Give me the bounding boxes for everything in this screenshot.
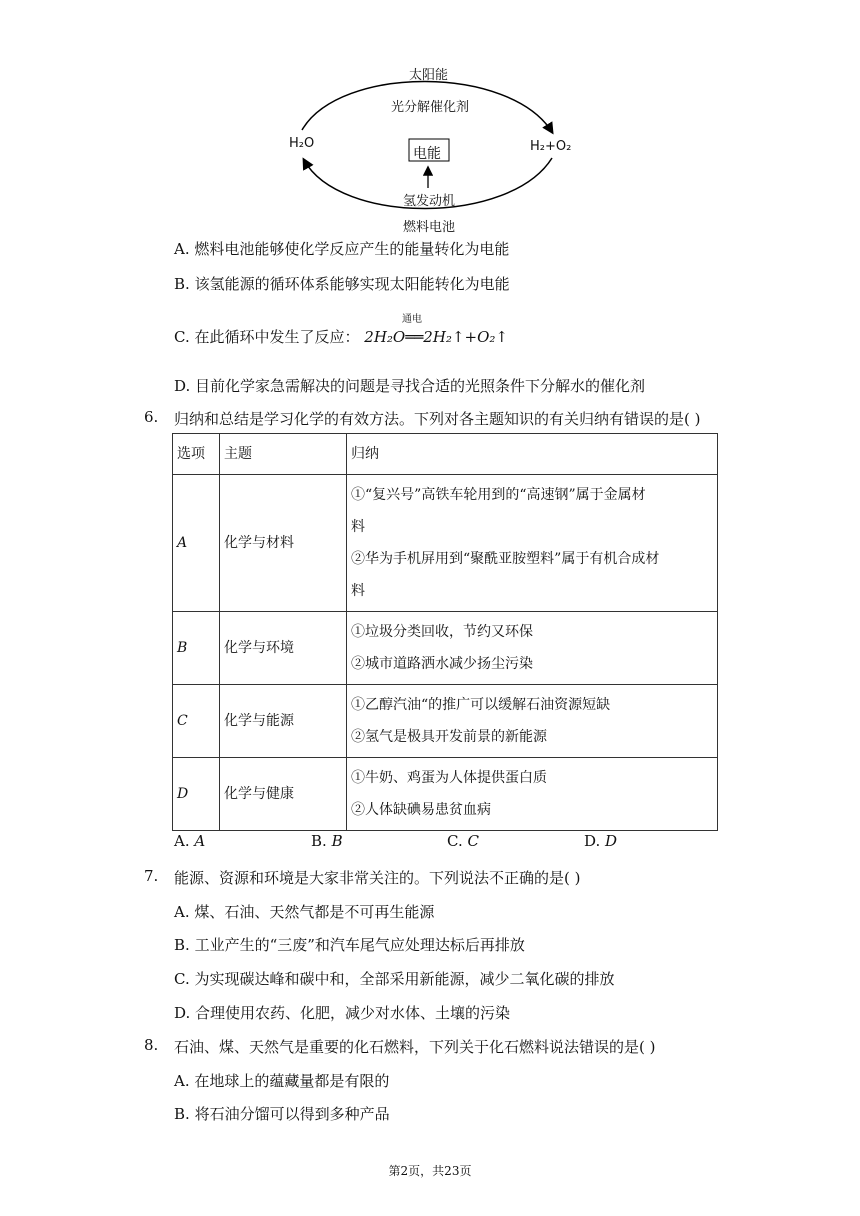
table-row — [173, 758, 718, 831]
q6-number: 6. — [144, 408, 159, 426]
header-cell: 主题 — [220, 434, 347, 475]
q7-option-d: D. 合理使用农药、化肥，减少对水体、土壤的污染 — [174, 1004, 511, 1022]
q7-number: 7. — [144, 867, 159, 885]
option-cell: B — [173, 612, 220, 685]
q7-option-a: A. 煤、石油、天然气都是不可再生能源 — [174, 903, 435, 921]
q6-answer-a: A. A — [174, 832, 206, 850]
option-cell: C — [173, 685, 220, 758]
q5-option-c: C. 在此循环中发生了反应： 2H₂O══2H₂↑+O₂↑ — [174, 328, 508, 346]
header-cell: 归纳 — [347, 434, 718, 475]
q8-number: 8. — [144, 1036, 159, 1054]
q5-option-b: B. 该氢能源的循环体系能够实现太阳能转化为电能 — [174, 275, 510, 293]
topic-cell: 化学与健康 — [220, 758, 347, 831]
header-cell: 选项 — [173, 434, 220, 475]
q7-option-c: C. 为实现碳达峰和碳中和，全部采用新能源，减少二氧化碳的排放 — [174, 970, 615, 988]
topic-cell: 化学与材料 — [220, 475, 347, 612]
q8-option-a: A. 在地球上的蕴藏量都是有限的 — [174, 1072, 390, 1090]
q8-text: 石油、煤、天然气是重要的化石燃料，下列关于化石燃料说法错误的是( ) — [174, 1038, 656, 1056]
page-footer: 第2页，共23页 — [388, 1164, 472, 1178]
table-row — [173, 612, 718, 685]
topic-cell: 化学与环境 — [220, 612, 347, 685]
summary-cell: ①乙醇汽油“的推广可以缓解石油资源短缺 ②氢气是极具开发前景的新能源 — [347, 685, 718, 758]
q6-text: 归纳和总结是学习化学的有效方法。下列对各主题知识的有关归纳有错误的是( ) — [174, 410, 701, 428]
q7-text: 能源、资源和环境是大家非常关注的。下列说法不正确的是( ) — [174, 869, 581, 887]
fuel-cell-label: 燃料电池 — [403, 220, 456, 235]
summary-table — [172, 433, 718, 831]
summary-cell: ①牛奶、鸡蛋为人体提供蛋白质 ②人体缺碘易患贫血病 — [347, 758, 718, 831]
catalyst-label: 光分解催化剂 — [391, 100, 470, 115]
q6-answer-b: B. B — [311, 832, 343, 850]
option-cell: A — [173, 475, 220, 612]
table-row — [173, 685, 718, 758]
engine-label: 氢发动机 — [403, 194, 456, 209]
summary-cell: ①“复兴号”高铁车轮用到的“高速钢”属于金属材 料 ②华为手机屏用到“聚酰亚胺塑料”属于有机合成材 料 — [347, 475, 718, 612]
q5-option-a: A. 燃料电池能够使化学反应产生的能量转化为电能 — [174, 240, 510, 258]
reaction-condition: 通电 — [402, 314, 422, 325]
summary-cell: ①垃圾分类回收，节约又环保 ②城市道路洒水减少扬尘污染 — [347, 612, 718, 685]
table-row — [173, 475, 718, 612]
q7-option-b: B. 工业产生的“三废”和汽车尾气应处理达标后再排放 — [174, 936, 525, 954]
electric-energy-label: 电能 — [413, 146, 441, 162]
hydrogen-oxygen-node: H₂+O₂ — [530, 139, 572, 154]
q8-option-b: B. 将石油分馏可以得到多种产品 — [174, 1105, 390, 1123]
q6-answer-d: D. D — [584, 832, 618, 850]
water-node: H₂O — [289, 136, 315, 151]
table-header-row — [173, 434, 718, 475]
topic-cell: 化学与能源 — [220, 685, 347, 758]
reaction-equation: 2H₂O══2H₂↑+O₂↑ — [364, 328, 508, 346]
q5-option-d: D. 目前化学家急需解决的问题是寻找合适的光照条件下分解水的催化剂 — [174, 377, 646, 395]
sunlight-label: 太阳能 — [409, 68, 449, 83]
q6-answer-c: C. C — [447, 832, 479, 850]
option-cell: D — [173, 758, 220, 831]
